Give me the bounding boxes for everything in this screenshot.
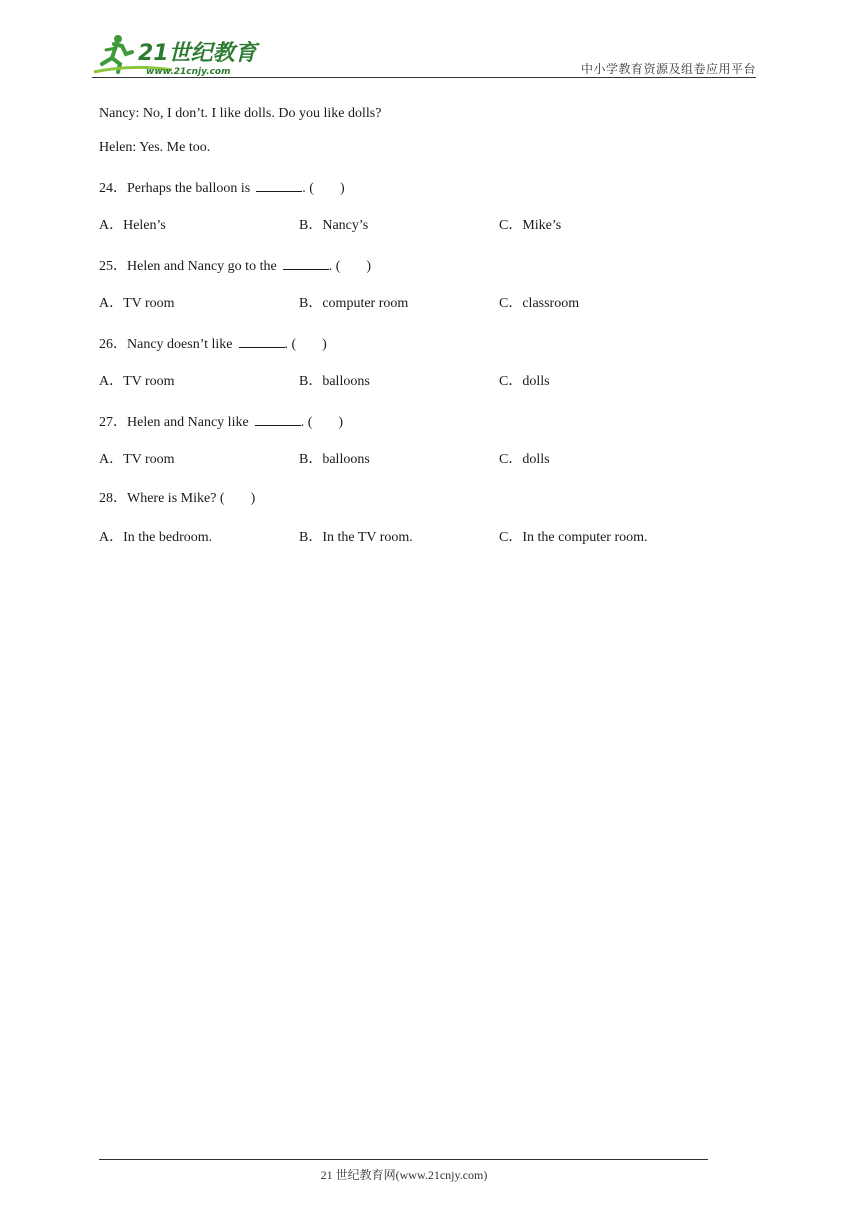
- header-divider: [92, 77, 756, 78]
- footer-divider: [99, 1159, 708, 1160]
- options-24: [99, 216, 739, 236]
- option-a: A．TV room: [99, 296, 175, 311]
- answer-blank[interactable]: [255, 411, 301, 426]
- dialog-line: Helen: Yes. Me too.: [99, 140, 211, 155]
- option-c: C．Mike’s: [499, 218, 562, 233]
- question-stem: Helen and Nancy go to the: [127, 259, 277, 274]
- option-b: B．balloons: [299, 452, 370, 467]
- question-27: 27．Helen and Nancy like . ( ): [99, 411, 739, 431]
- option-c: C．In the computer room.: [499, 530, 648, 545]
- option-b: B．Nancy’s: [299, 218, 369, 233]
- page-header: [92, 30, 756, 78]
- question-number: 26．: [99, 337, 127, 352]
- options-25: [99, 294, 739, 314]
- question-28: 28．Where is Mike? ( ): [99, 491, 256, 506]
- option-a: A．TV room: [99, 452, 175, 467]
- answer-blank[interactable]: [256, 177, 302, 192]
- question-25: 25．Helen and Nancy go to the . ( ): [99, 255, 739, 275]
- option-b: B．balloons: [299, 374, 370, 389]
- answer-blank[interactable]: [283, 255, 329, 270]
- question-number: 27．: [99, 415, 127, 430]
- option-b: B．In the TV room.: [299, 530, 413, 545]
- dialog-line: Nancy: No, I don’t. I like dolls. Do you like dolls?: [99, 106, 382, 121]
- question-stem: Helen and Nancy like: [127, 415, 249, 430]
- answer-blank[interactable]: [239, 333, 285, 348]
- option-c: C．dolls: [499, 452, 550, 467]
- runner-logo-icon: [92, 30, 262, 78]
- question-stem: Perhaps the balloon is: [127, 181, 251, 196]
- options-28: [99, 528, 739, 548]
- option-a: A．In the bedroom.: [99, 530, 213, 545]
- question-24: 24．Perhaps the balloon is . ( ): [99, 177, 739, 197]
- footer-site-link: 21 世纪教育网(www.21cnjy.com): [320, 1168, 488, 1182]
- option-a: A．TV room: [99, 374, 175, 389]
- question-stem: Where is Mike? (: [127, 491, 225, 506]
- options-26: [99, 372, 739, 392]
- svg-text:21世纪教育: 21世纪教育: [138, 41, 257, 66]
- header-platform-name: 中小学教育资源及组卷应用平台: [580, 62, 756, 76]
- site-logo: [92, 30, 262, 78]
- svg-text:www.21cnjy.com: www.21cnjy.com: [146, 67, 231, 77]
- question-26: 26．Nancy doesn’t like . ( ): [99, 333, 739, 353]
- option-b: B．computer room: [299, 296, 409, 311]
- question-stem: Nancy doesn’t like: [127, 337, 233, 352]
- question-number: 25．: [99, 259, 127, 274]
- option-a: A．Helen’s: [99, 218, 166, 233]
- option-c: C．classroom: [499, 296, 580, 311]
- question-number: 28．: [99, 491, 127, 506]
- question-number: 24．: [99, 181, 127, 196]
- options-27: [99, 450, 739, 470]
- worksheet-content: [99, 104, 739, 567]
- option-c: C．dolls: [499, 374, 550, 389]
